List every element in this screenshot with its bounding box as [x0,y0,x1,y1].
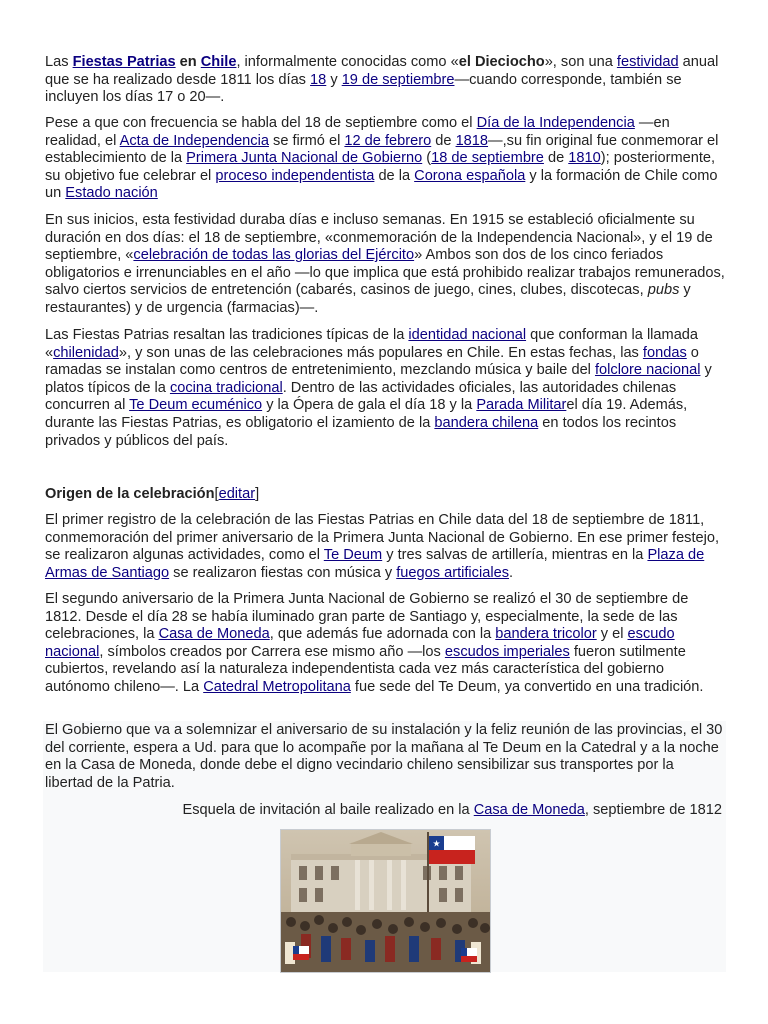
text: anual que se ha realizado desde 1811 los días [45,54,719,88]
edit-bracket-close: ] [255,486,260,502]
text: . [509,564,514,581]
text: Pese a que con frecuencia se habla del 18 de septiembre como el [45,115,477,131]
text: fueron sutilmente cubiertos, revelando así la naturaleza independentista cada vez más característica del gobierno autónomo chileno—. La [45,643,686,695]
crowd [281,912,490,972]
link-acta-de-independencia[interactable]: Acta de Independencia [119,132,269,149]
text: , símbolos creados por Carrera ese mismo año —los [99,643,445,660]
link-bandera-chilena[interactable]: bandera chilena [434,414,539,431]
link-celebracion-glorias-ejercito[interactable]: celebración de todas las glorias del Ejército [133,247,415,264]
svg-text:★: ★ [432,839,441,850]
link-festividad[interactable]: festividad [616,54,679,70]
section-title: Origen de la celebración [45,486,215,502]
text: o ramadas se instalan como centros de entretenimiento, mezclando música y baile del [45,344,699,379]
link-te-deum[interactable]: Te Deum [323,547,383,564]
text: En sus inicios, esta festividad duraba días e incluso semanas. En 1915 se estableció oficialmente su duración en dos días: el 18 de septiembre, «conmemoración de la Independencia Nacional», y el 19 de septiembre, « [45,212,713,264]
text: y la formación de Chile como un [45,167,718,202]
text: y [326,71,342,88]
text: —,su fin original fue conmemorar el establecimiento de la [45,132,719,167]
text: de la [374,167,415,184]
edit-section-link[interactable]: editar [218,486,256,502]
link-fuegos-artificiales[interactable]: fuegos artificiales [396,564,509,581]
link-chile[interactable]: Chile [200,54,237,70]
edit-bracket-open: [ [214,486,219,502]
text: —en realidad, el [45,115,670,149]
link-18-de-septiembre[interactable]: 18 de septiembre [431,150,544,167]
text: y el [596,626,628,643]
quote-box [43,721,726,972]
text: ); posteriormente, su objetivo fue celebrar el [45,150,716,184]
link-corona-espanola[interactable]: Corona española [414,167,526,184]
text: fue sede del Te Deum, ya convertido en una tradición. [350,678,704,695]
text: , informalmente conocidas como « [236,54,459,70]
link-fiestas-patrias[interactable]: Fiestas Patrias [72,54,176,70]
text: se realizaron fiestas con música y [169,564,397,581]
link-identidad-nacional[interactable]: identidad nacional [408,327,527,343]
quote-text: El Gobierno que va a solemnizar el aniversario de su instalación y la feliz reunión de las provincias, el 30 del corriente, espera a Ud. para que lo acompañe por la mañana al Te Deum en la Catedral y a la noche en la Casa de Moneda, donde debe el digno vecindario chileno sensibilizar sus transportes por la libertad de la Patria. [45,722,723,791]
link-escudos-imperiales[interactable]: escudos imperiales [444,643,570,660]
text: el día 19. Además, durante las Fiestas Patrias, es obligatorio el izamiento de la [45,397,688,431]
text: , septiembre de 1812 [584,802,722,818]
link-fondas[interactable]: fondas [642,344,687,361]
origins-duration-paragraph [45,212,725,318]
link-catedral-metropolitana[interactable]: Catedral Metropolitana [203,678,351,695]
text: El primer registro de la celebración de las Fiestas Patrias en Chile data del 18 de septiembre de 1811, conmemoración del primer aniversario de la Primera Junta Nacional de Gobierno. En ese primer festejo, se realizaron algunas actividades, como el [45,512,720,564]
link-casa-de-moneda[interactable]: Casa de Moneda [158,626,270,643]
link-1810[interactable]: 1810 [568,150,601,167]
text: ( [422,150,432,167]
first-celebration-paragraph [45,512,725,582]
text: y tres salvas de artillería, mientras en la [382,547,648,564]
link-dia-de-la-independencia[interactable]: Día de la Independencia [476,115,635,131]
text: de [431,132,456,149]
link-proceso-independentista[interactable]: proceso independentista [215,167,375,184]
intro-paragraph [45,54,725,107]
link-te-deum-ecumenico[interactable]: Te Deum ecuménico [129,397,263,414]
text: en [175,54,201,70]
text: que conforman la llamada « [45,327,699,361]
section-heading-origen [45,486,725,504]
text: Las [45,54,73,70]
text: en todos los recintos privados y públicos del país. [45,414,677,449]
text: », y son unas de las celebraciones más populares en Chile. En estas fechas, las [118,344,643,361]
link-1818[interactable]: 1818 [455,132,489,149]
link-folclore-nacional[interactable]: folclore nacional [594,362,701,379]
text: se firmó el [268,132,345,149]
text: y la Ópera de gala el día 18 y la [262,397,477,414]
pubs-italic: pubs [647,282,680,299]
text: —cuando corresponde, también se incluyen los días 17 o 20—. [45,71,682,106]
link-19-de-septiembre[interactable]: 19 de septiembre [341,71,455,88]
link-estado-nacion[interactable]: Estado nación [65,185,158,202]
traditions-paragraph [45,327,725,450]
link-parada-militar[interactable]: Parada Militar [476,397,567,414]
link-plaza-de-armas[interactable]: Plaza de Armas de Santiago [45,547,705,581]
text: y platos típicos de la [45,362,712,396]
link-chilenidad[interactable]: chilenidad [53,344,119,361]
painting-illustration [281,830,490,972]
text: » Ambos son dos de los cinco feriados obligatorios e irrenunciables en el año —lo que implica que está prohibido realizar trabajos remunerados, salvo ciertos servicios de entretención (cabarés, casinos de juego, cines, clubes, discotecas, [45,247,725,299]
link-bandera-tricolor[interactable]: bandera tricolor [495,626,597,643]
el-dieciocho-bold: el Dieciocho [458,54,545,70]
text: El segundo aniversario de la Primera Junta Nacional de Gobierno se realizó el 30 de septiembre de 1812. Desde el día 28 se había iluminado gran parte de Santiago y, especialmente, la sede de las celebraciones, la [45,591,689,643]
text: , que además fue adornada con la [269,626,496,643]
celebration-painting[interactable] [280,829,491,973]
independence-paragraph [45,115,725,203]
text: », son una [544,54,617,70]
quote-caption [182,802,722,820]
text: Esquela de invitación al baile realizado en la [182,802,474,818]
link-casa-de-moneda-caption[interactable]: Casa de Moneda [473,802,585,818]
text: Las Fiestas Patrias resaltan las tradiciones típicas de la [45,327,409,343]
link-cocina-tradicional[interactable]: cocina tradicional [169,379,283,396]
text: . Dentro de las actividades oficiales, las autoridades chilenas concurren al [45,379,677,414]
link-18[interactable]: 18 [310,71,327,88]
link-12-de-febrero[interactable]: 12 de febrero [344,132,432,149]
link-escudo-nacional[interactable]: escudo nacional [45,626,675,660]
text: de [543,150,569,167]
second-anniversary-paragraph [45,591,725,697]
link-primera-junta[interactable]: Primera Junta Nacional de Gobierno [186,150,423,167]
text: y restaurantes) y de urgencia (farmacias)—. [45,282,691,316]
